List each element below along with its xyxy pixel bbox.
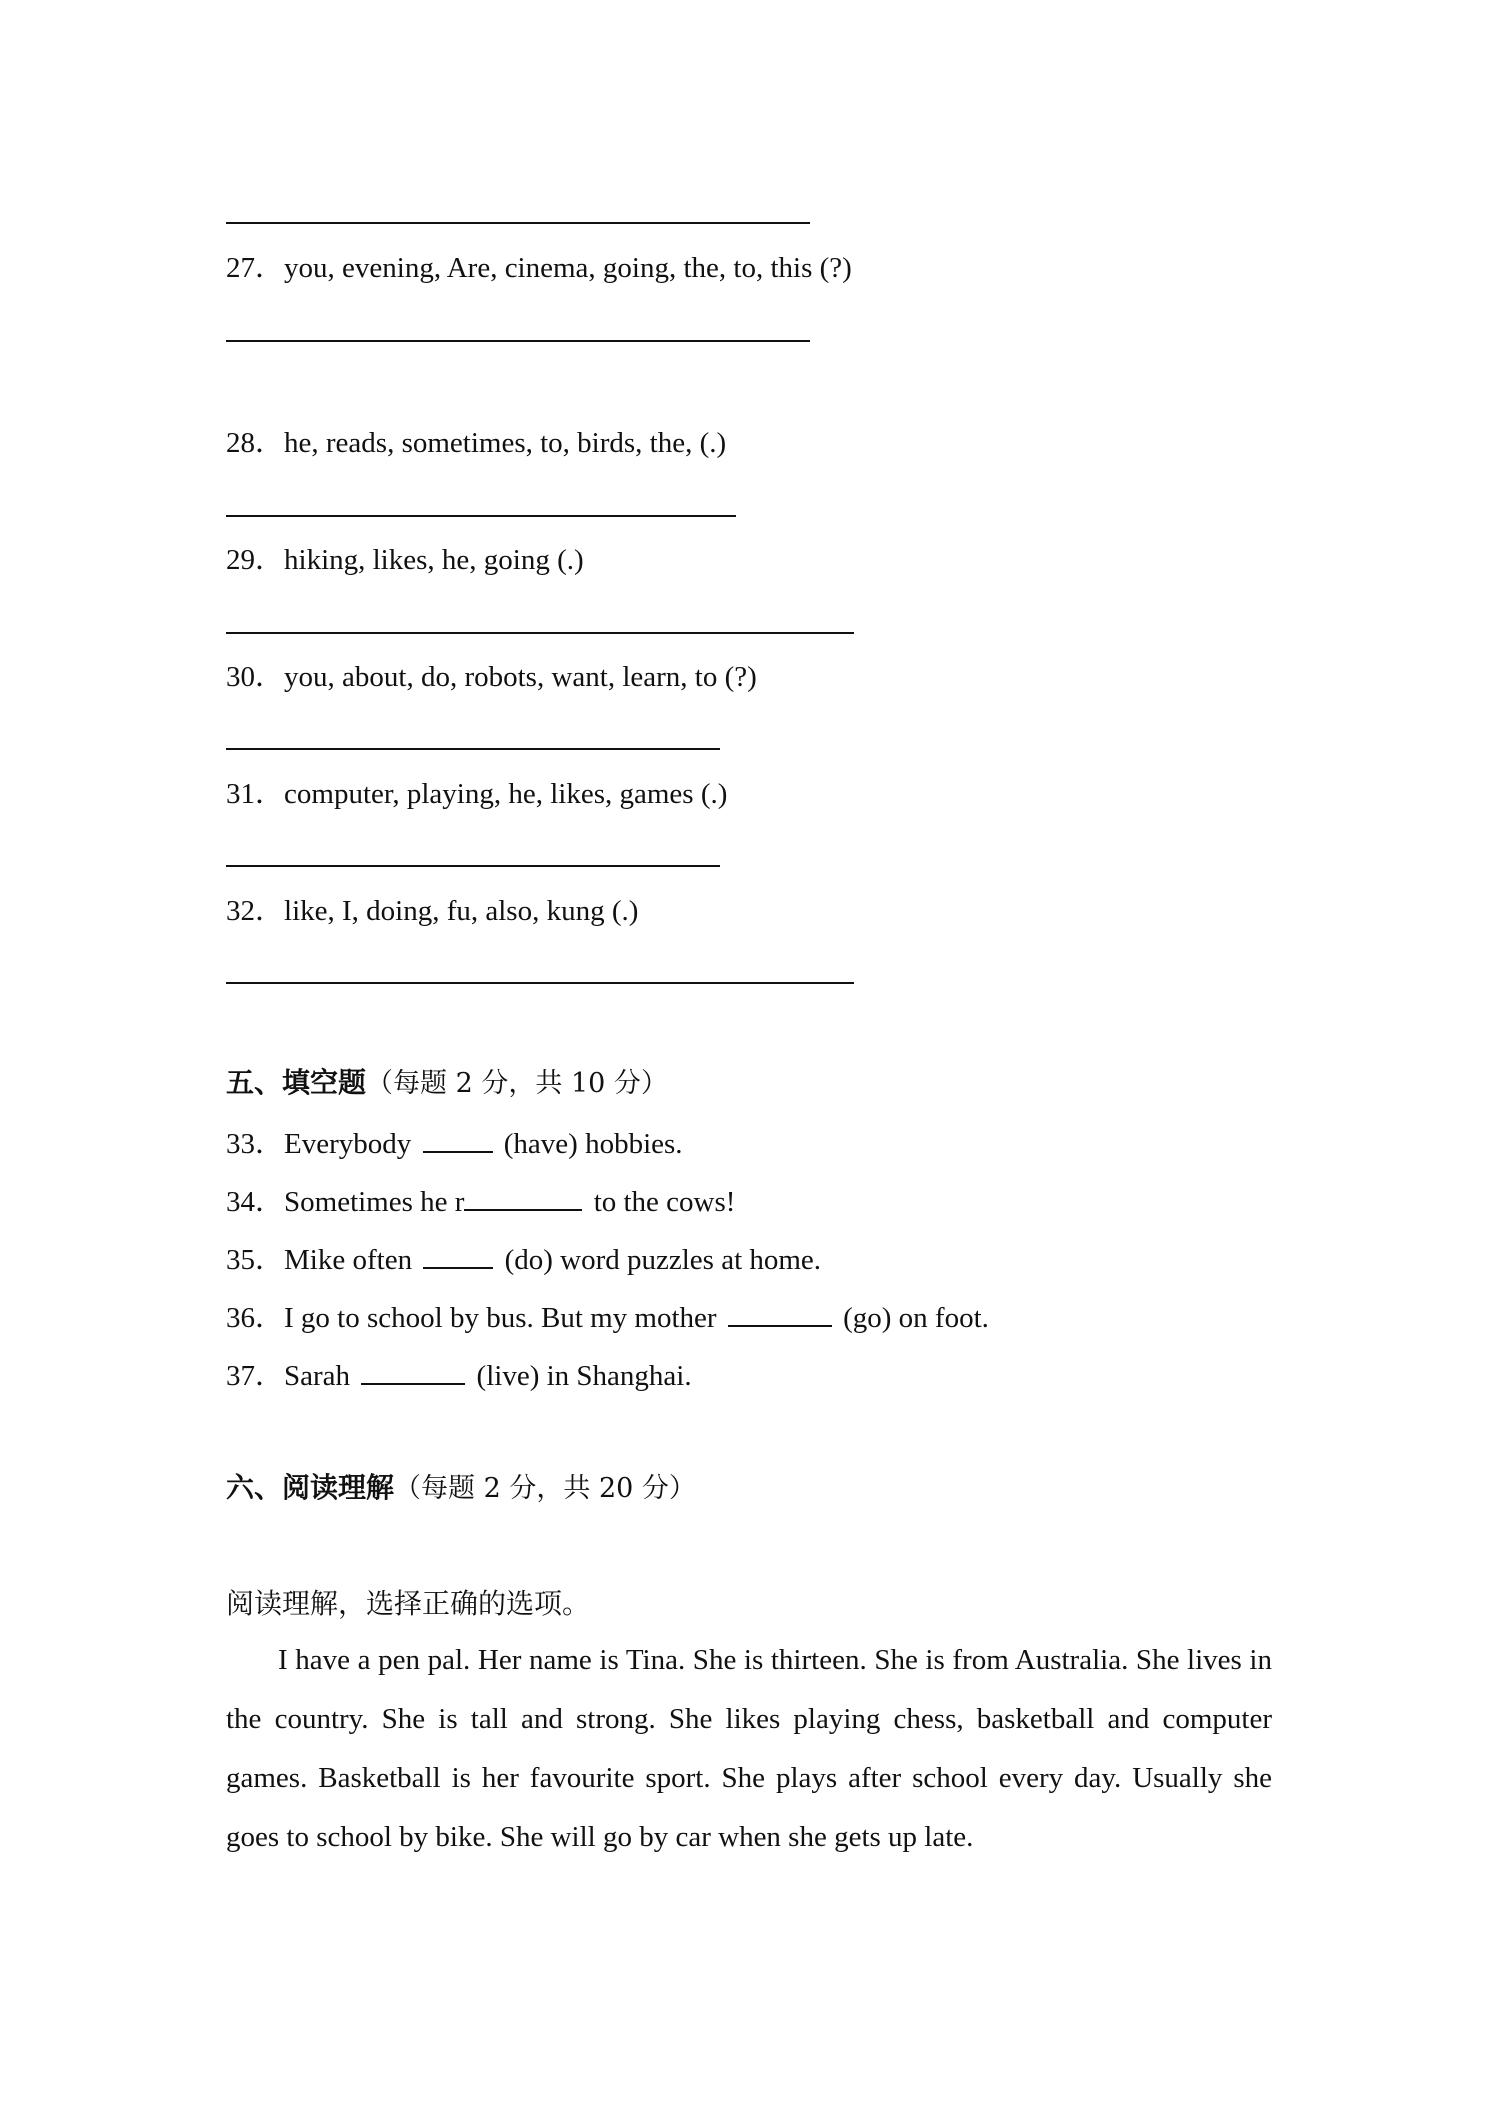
answer-line-28[interactable] [226, 515, 736, 517]
question-text-before: Everybody [284, 1128, 412, 1160]
question-29 [226, 542, 584, 578]
question-text-after: to the cows! [593, 1186, 736, 1218]
question-30 [226, 659, 757, 695]
fill-blank-34[interactable] [464, 1183, 582, 1211]
question-text-after: (live) in Shanghai. [476, 1360, 692, 1392]
section-points: （每题 2 分，共 20 分） [394, 1473, 696, 1504]
question-number: 33． [226, 1128, 285, 1160]
question-text: he, reads, sometimes, to, birds, the, (.) [284, 427, 727, 459]
question-text-before: Mike often [284, 1244, 413, 1276]
question-text: you, evening, Are, cinema, going, the, to, this (?) [284, 252, 852, 284]
question-number: 29． [226, 544, 285, 576]
question-number: 28． [226, 427, 285, 459]
question-32 [226, 893, 638, 929]
question-text: like, I, doing, fu, also, kung (.) [284, 895, 639, 927]
answer-line-32[interactable] [226, 982, 854, 984]
question-text: you, about, do, robots, want, learn, to (?) [284, 661, 757, 693]
section-5-heading [226, 1065, 668, 1102]
answer-line-27[interactable] [226, 340, 810, 342]
answer-line-31[interactable] [226, 865, 720, 867]
section-title: 五、填空题 [226, 1066, 367, 1099]
question-35 [226, 1241, 821, 1278]
section-title: 六、阅读理解 [226, 1471, 395, 1504]
section-points: （每题 2 分，共 10 分） [366, 1068, 668, 1099]
fill-blank-33[interactable] [423, 1125, 493, 1153]
question-number: 36． [226, 1302, 285, 1334]
question-number: 27． [226, 252, 285, 284]
question-text: hiking, likes, he, going (.) [284, 544, 584, 576]
passage-text: I have a pen pal. Her name is Tina. She is thirteen. She is from Australia. She lives in the country. She is tall and strong. She likes playing chess, basketball and computer games. Basketball is her favourite sport. She plays after school every day. Usually she goes to school by bike. She will go by car when she gets up late. [226, 1644, 1272, 1853]
fill-blank-36[interactable] [728, 1299, 832, 1327]
answer-line-30[interactable] [226, 748, 720, 750]
question-number: 37． [226, 1360, 285, 1392]
question-text-after: (do) word puzzles at home. [504, 1244, 822, 1276]
question-37 [226, 1357, 692, 1394]
fill-blank-35[interactable] [423, 1241, 493, 1269]
question-text-before: I go to school by bus. But my mother [284, 1302, 717, 1334]
question-33 [226, 1125, 683, 1162]
question-text-before: Sometimes he r [284, 1186, 465, 1218]
question-text-after: (go) on foot. [843, 1302, 989, 1334]
reading-passage [226, 1631, 1272, 1867]
question-text-before: Sarah [284, 1360, 351, 1392]
question-text: computer, playing, he, likes, games (.) [284, 778, 728, 810]
question-number: 32． [226, 895, 285, 927]
question-number: 31． [226, 778, 285, 810]
question-number: 34． [226, 1186, 285, 1218]
question-text-after: (have) hobbies. [503, 1128, 683, 1160]
question-number: 35． [226, 1244, 285, 1276]
question-36 [226, 1299, 989, 1336]
question-28 [226, 425, 726, 461]
question-number: 30． [226, 661, 285, 693]
section-6-heading [226, 1470, 696, 1507]
question-27 [226, 250, 852, 286]
question-31 [226, 776, 727, 812]
reading-instruction: 阅读理解，选择正确的选项。 [226, 1587, 591, 1620]
fill-blank-37[interactable] [361, 1357, 465, 1385]
question-34 [226, 1183, 735, 1220]
answer-line-26[interactable] [226, 222, 810, 224]
answer-line-29[interactable] [226, 632, 854, 634]
